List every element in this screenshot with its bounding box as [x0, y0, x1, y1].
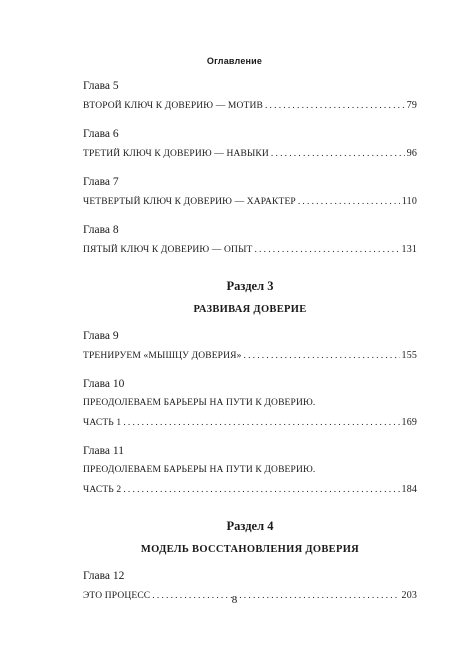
chapter-title: ПЯТЫЙ КЛЮЧ К ДОВЕРИЮ — ОПЫТ: [83, 245, 253, 255]
dot-leader: [123, 416, 399, 431]
chapter-title-line[interactable]: ПРЕОДОЛЕВАЕМ БАРЬЕРЫ НА ПУТИ К ДОВЕРИЮ.: [83, 398, 316, 408]
toc-chapter-5: [83, 78, 417, 114]
dot-leader: [254, 243, 399, 258]
chapter-label: Глава 11: [83, 445, 124, 457]
chapter-title-part: ЧАСТЬ 2: [83, 485, 122, 495]
toc-entry-link[interactable]: [83, 146, 417, 162]
chapter-label: Глава 8: [83, 224, 119, 236]
section-heading: Раздел 4: [226, 519, 274, 533]
toc-entry-link[interactable]: [83, 415, 417, 431]
toc-entry-link[interactable]: [83, 482, 417, 498]
page-ref: 155: [401, 350, 417, 361]
chapter-title: ВТОРОЙ КЛЮЧ К ДОВЕРИЮ — МОТИВ: [83, 101, 263, 111]
section-title: МОДЕЛЬ ВОССТАНОВЛЕНИЯ ДОВЕРИЯ: [140, 544, 360, 555]
chapter-title: ЧЕТВЕРТЫЙ КЛЮЧ К ДОВЕРИЮ — ХАРАКТЕР: [83, 197, 296, 207]
dot-leader: [298, 195, 400, 210]
page-ref: 203: [401, 590, 417, 601]
chapter-title: ТРЕНИРУЕМ «МЫШЦУ ДОВЕРИЯ»: [83, 351, 242, 361]
toc-entry-link[interactable]: [83, 348, 417, 364]
page-number: 8: [231, 594, 238, 606]
chapter-title-line[interactable]: ПРЕОДОЛЕВАЕМ БАРЬЕРЫ НА ПУТИ К ДОВЕРИЮ.: [83, 465, 316, 475]
toc-entry-link[interactable]: [83, 242, 417, 258]
running-head: Оглавление: [206, 56, 263, 66]
chapter-title-part: ЧАСТЬ 1: [83, 418, 122, 428]
chapter-title: ЭТО ПРОЦЕСС: [83, 591, 151, 601]
chapter-label: Глава 12: [83, 570, 125, 582]
toc-chapter-8: [83, 222, 417, 258]
chapter-title: ТРЕТИЙ КЛЮЧ К ДОВЕРИЮ — НАВЫКИ: [83, 149, 269, 159]
dot-leader: [123, 483, 399, 498]
chapter-label: Глава 9: [83, 330, 119, 342]
page-ref: 110: [401, 196, 417, 207]
section-heading: Раздел 3: [226, 279, 274, 293]
chapter-label: Глава 10: [83, 378, 125, 390]
page-ref: 79: [406, 100, 417, 111]
toc-chapter-11: [83, 443, 417, 498]
toc-entry-link[interactable]: [83, 98, 417, 114]
page-ref: 169: [401, 417, 417, 428]
chapter-label: Глава 7: [83, 176, 119, 188]
toc-chapter-6: [83, 126, 417, 162]
table-of-contents: [83, 78, 417, 616]
page-ref: 184: [401, 484, 417, 495]
page-ref: 96: [406, 148, 417, 159]
toc-chapter-10: [83, 376, 417, 431]
chapter-label: Глава 5: [83, 80, 119, 92]
section-title: РАЗВИВАЯ ДОВЕРИЕ: [193, 304, 307, 315]
toc-entry-link[interactable]: [83, 194, 417, 210]
dot-leader: [244, 349, 400, 364]
toc-chapter-7: [83, 174, 417, 210]
page-ref: 131: [401, 244, 417, 255]
chapter-label: Глава 6: [83, 128, 119, 140]
toc-chapter-9: [83, 328, 417, 364]
dot-leader: [265, 99, 405, 114]
dot-leader: [271, 147, 405, 162]
